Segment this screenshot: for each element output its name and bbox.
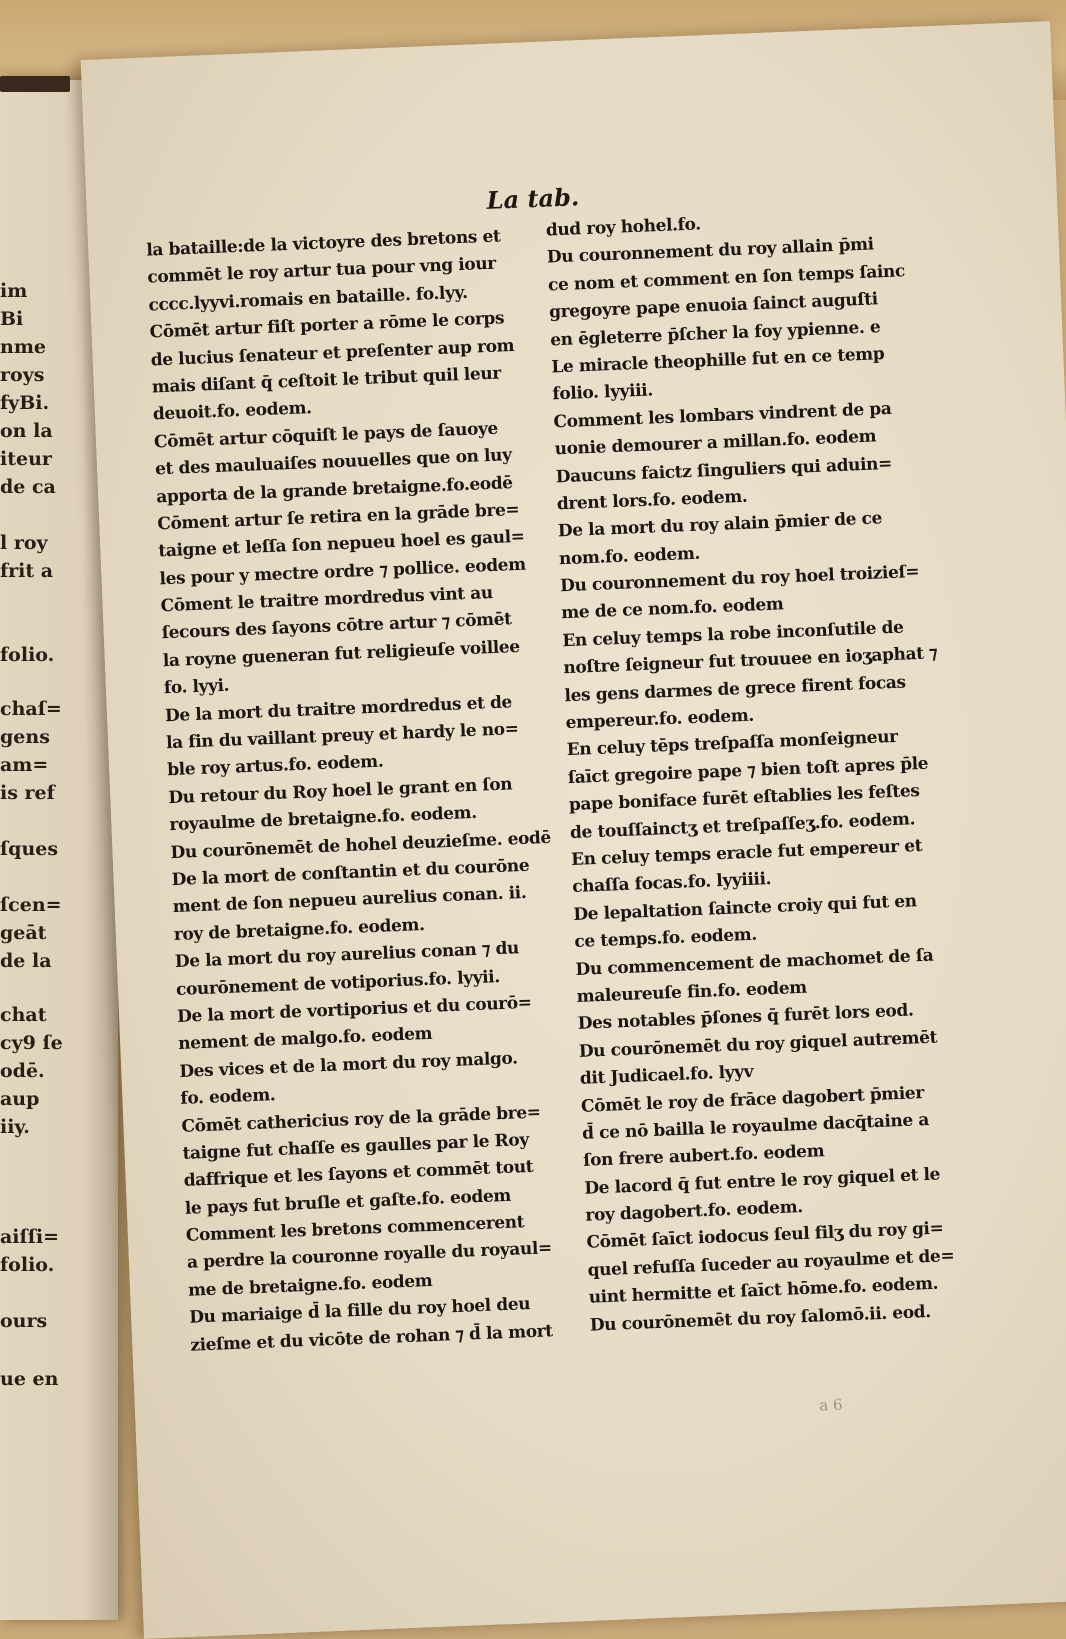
text-line: zieſme et du vicōte de rohan ⁊ d̄ la mort	[189, 1320, 554, 1356]
text-line: mais diſant q̄ ceſtoit le tribut quil leur	[151, 363, 502, 398]
text-line: ſon frere aubert.fo. eodem	[582, 1141, 825, 1172]
left-page-fragment: aiſſi=	[0, 1226, 60, 1248]
text-line: Des vices et de la mort du roy malgo.	[178, 1048, 518, 1082]
left-page-fragment: Bi	[0, 308, 24, 330]
left-page-fragment: l roy	[0, 532, 48, 554]
left-page-fragment: odē.	[0, 1060, 45, 1082]
text-line: me de ce nom.fo. eodem	[560, 594, 784, 624]
text-line: Du couronnement du roy hoel troizieſ=	[559, 561, 920, 597]
left-page-fragment: am=	[0, 754, 49, 776]
text-line: Du commencement de machomet de ſa	[575, 945, 934, 980]
text-line: Du courōnemēt du roy ſalomō.ii. eod.	[589, 1301, 932, 1336]
text-line: ment de ſon nepueu aurelius conan. ii.	[172, 883, 527, 918]
text-line: Du courōnemēt du roy giquel autremēt	[578, 1027, 938, 1062]
text-line: Daucuns faictz ſinguliers qui aduin=	[555, 453, 893, 487]
text-line: de lucius ſenateur et preſenter aup rom	[150, 335, 515, 371]
text-line: empereur.fo. eodem.	[565, 705, 755, 734]
text-line: Des notables p̄ſones q̄ furēt lors eod.	[577, 1000, 914, 1035]
left-page-fragment: ours	[0, 1310, 48, 1332]
left-page-fragment: roys	[0, 364, 45, 386]
text-line: De lacord q̄ fut entre le roy giquel et le	[583, 1164, 941, 1199]
text-line: nement de malgo.fo. eodem	[177, 1024, 433, 1055]
text-line: roy dagobert.fo. eodem.	[585, 1197, 804, 1226]
text-line: De la mort du roy alain p̄mier de ce	[557, 508, 883, 542]
text-line: drent lors.fo. eodem.	[556, 486, 748, 515]
left-page-fragment: chaſ=	[0, 698, 62, 720]
text-line: le pays fut bruſle et gaſte.fo. eodem	[184, 1185, 512, 1219]
right-column	[545, 202, 978, 1340]
left-page-fragment: chat	[0, 1004, 47, 1026]
left-page-fragment: im	[0, 280, 28, 302]
text-line: commēt le roy artur tua pour vng iour	[147, 254, 497, 288]
left-column	[146, 222, 579, 1360]
left-page-fragment: ſcen=	[0, 894, 62, 916]
text-line: nom.fo. eodem.	[558, 543, 701, 569]
text-line: deuoit.fo. eodem.	[152, 398, 313, 425]
left-page-fragment: is ref	[0, 782, 55, 804]
text-line: Le miracle theophille fut en ce temp	[550, 344, 885, 378]
text-line: noſtre ſeigneur fut trouuee en ioʒaphat ⁊	[563, 643, 938, 679]
left-page-fragment: iiy.	[0, 1116, 30, 1138]
text-line: et des mauluaiſes nouuelles que on luy	[154, 445, 512, 480]
left-page-fragment: ue en	[0, 1368, 59, 1390]
text-line: dit Judicael.fo. lyyv	[579, 1062, 754, 1089]
left-page-fragment: nme	[0, 336, 47, 358]
text-line: courōnement de votiporius.fo. lyyii.	[175, 966, 501, 1000]
text-line: la fin du vaillant preuy et hardy le no=	[165, 719, 519, 754]
text-line: En celuy temps la robe inconſutile de	[561, 617, 904, 652]
text-line: dud roy hohel.fo.	[545, 214, 702, 241]
text-line: ce temps.fo. eodem.	[574, 924, 758, 953]
text-line: d̄ ce nō bailla le royaulme dacq̄taine a	[581, 1109, 930, 1144]
text-line: De la mort du traitre mordredus et de	[164, 691, 513, 726]
left-page-fragment: aup	[0, 1088, 40, 1110]
left-page-fragment: gens	[0, 726, 50, 748]
text-line: Du retour du Roy hoel le grant en ſon	[167, 774, 513, 808]
text-line: gregoyre pape enuoia ſainct auguſti	[548, 289, 879, 323]
text-line: Comment les lombars vindrent de pa	[553, 398, 892, 433]
left-page-fragment: on la	[0, 420, 53, 442]
text-line: pape boniface furēt eſtablies les feſtes	[568, 781, 920, 816]
text-line: En celuy tēps treſpaſſa monſeigneur	[566, 727, 899, 761]
text-line: Cōmēt artur fiſt porter a rōme le corps	[149, 308, 505, 343]
left-page-fragment: ſques	[0, 838, 59, 860]
left-page-fragment: folio.	[0, 644, 55, 666]
text-line: daffrique et les ſayons et commēt tout	[183, 1157, 534, 1192]
text-line: taigne fut chaſſe es gaulles par le Roy	[182, 1129, 530, 1164]
text-line: ce nom et comment en ſon temps ſainc	[547, 260, 906, 296]
text-line: De la mort du roy aurelius conan ⁊ du	[174, 938, 520, 973]
text-line: ſecours des ſayons cōtre artur ⁊ cōmēt	[161, 609, 512, 644]
text-line: cccc.lyyvi.romais en bataille. fo.lyy.	[148, 282, 468, 316]
text-line: la royne gueneran fut religieuſe voillee	[162, 636, 521, 672]
text-line: ble roy artus.fo. eodem.	[166, 751, 384, 781]
text-line: Cōmēt le roy de frāce dagobert p̄mier	[580, 1082, 925, 1117]
text-line: royaulme de bretaigne.fo. eodem.	[169, 803, 478, 836]
text-line: quel refuſſa ſuceder au royaulme et de=	[587, 1245, 955, 1281]
right-page	[81, 21, 1066, 1639]
left-page-fragment: de la	[0, 950, 52, 972]
left-page-fragment: cy9 ſe	[0, 1032, 63, 1054]
text-line: Du courōnemēt de hohel deuzieſme. eodē	[170, 827, 552, 863]
left-page-fragment: de ca	[0, 476, 56, 498]
text-line: Comment les bretons commencerent	[185, 1212, 525, 1246]
text-line: maleureuſe fin.fo. eodem	[576, 977, 808, 1007]
text-line: Cōmēt artur cōquiſt le pays de ſauoye	[153, 418, 499, 453]
text-line: la bataille:de la victoyre des bretons et	[145, 226, 501, 261]
text-line: de touſſainctʒ et treſpaſſeʒ.fo. eodem.	[569, 808, 916, 843]
running-head: La tab.	[486, 182, 580, 215]
text-line: uint hermitte et ſaīct hōme.fo. eodem.	[588, 1273, 939, 1308]
left-page-fragment: iteur	[0, 448, 52, 470]
text-line: fo. lyyi.	[163, 675, 230, 699]
book-cover-edge	[0, 76, 70, 92]
text-line: Du mariaige d̄ la fille du roy hoel deu	[188, 1294, 531, 1328]
text-line: apporta de la grande bretaigne.fo.eodē	[155, 472, 514, 507]
text-line: chaſſa focas.fo. lyyiiii.	[571, 869, 772, 898]
text-line: en ēgleterre p̄ſcher la foy ypienne. e	[549, 316, 881, 351]
text-line: Cōmēt ſaīct iodocus ſeul filʒ du roy gi=	[586, 1218, 944, 1254]
text-line: Cōment le traitre mordredus vint au	[160, 583, 494, 617]
text-line: Cōment artur ſe retira en la grāde bre=	[156, 499, 520, 535]
text-line: De la mort de vortiporius et du courō=	[176, 992, 532, 1027]
left-page-fragment: fyBi.	[0, 392, 50, 414]
text-line: me de bretaigne.fo. eodem	[187, 1270, 433, 1301]
text-line: a perdre la couronne royalle du royaul=	[186, 1238, 553, 1274]
text-line: les gens darmes de grece firent focas	[564, 672, 907, 706]
text-line: ſaīct gregoire pape ⁊ bien toſt apres p̄le	[567, 753, 929, 788]
text-line: De lepaltation ſaincte croiy qui fut en	[572, 891, 918, 925]
text-line: folio. lyyiii.	[552, 380, 654, 405]
text-line: roy de bretaigne.fo. eodem.	[173, 914, 425, 945]
text-line: Cōmēt cathericius roy de la grāde bre=	[181, 1102, 541, 1137]
left-page-fragment: geāt	[0, 922, 47, 944]
text-line: Du couronnement du roy allain p̄mi	[546, 234, 875, 268]
text-line: fo. eodem.	[180, 1085, 276, 1110]
left-page-fragment: frit a	[0, 560, 54, 582]
text-line: taigne et leſſa ſon nepueu hoel es gaul=	[158, 526, 525, 562]
text-line: les pour y mectre ordre ⁊ pollice. eodem	[159, 554, 527, 590]
left-page-fragment: folio.	[0, 1254, 55, 1276]
text-line: En celuy temps eracle fut empereur et	[570, 835, 923, 871]
text-line: De la mort de conſtantin et du courōne	[171, 855, 530, 891]
signature-mark: a 6	[818, 1395, 843, 1415]
text-line: uonie demourer a millan.fo. eodem	[554, 426, 877, 460]
